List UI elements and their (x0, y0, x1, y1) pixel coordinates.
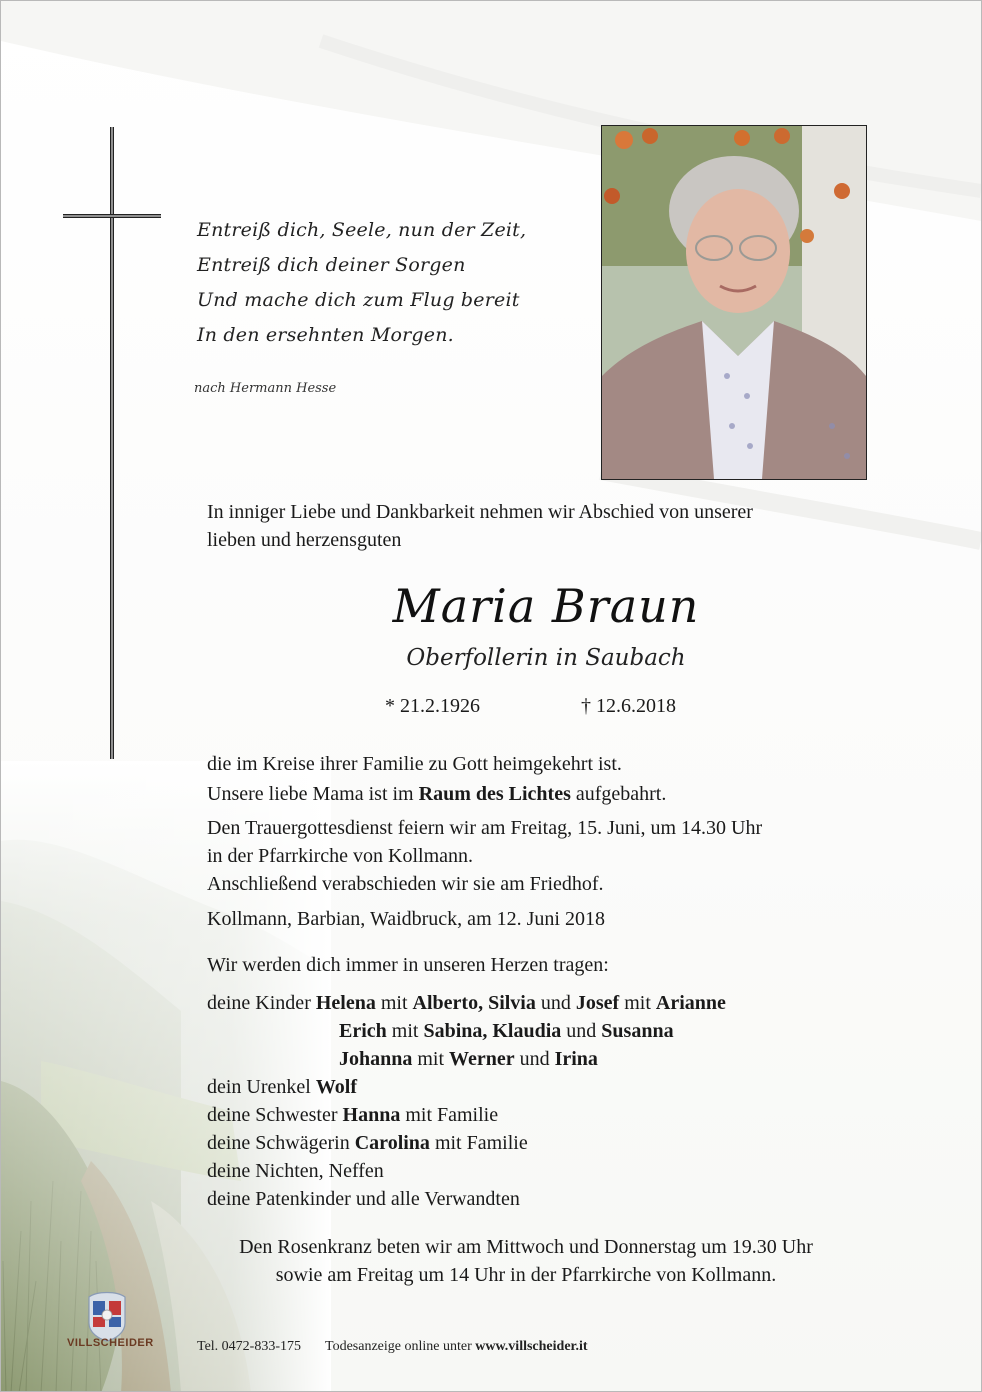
name: Werner (449, 1048, 515, 1070)
text: mit Familie (400, 1104, 499, 1126)
poem-line: Entreiß dich, Seele, nun der Zeit, (197, 219, 527, 241)
name: Wolf (315, 1076, 357, 1098)
notice-line: Den Trauergottesdienst feiern wir am Freitag, 15. Juni, um 14.30 Uhr (207, 817, 763, 839)
death-date: † 12.6.2018 (581, 695, 676, 717)
name: Alberto, Silvia (412, 992, 536, 1014)
text: Unsere liebe Mama ist im (207, 783, 419, 805)
text: mit (619, 992, 656, 1014)
sister-in-law-row (207, 1129, 528, 1157)
text: mit (412, 1048, 450, 1070)
footer-online (325, 1339, 588, 1355)
text: deine Kinder (207, 992, 316, 1014)
name: Josef (575, 992, 620, 1014)
deceased-name: Maria Braun (392, 579, 700, 633)
godchildren-row: deine Patenkinder und alle Verwandten (207, 1188, 520, 1210)
notice-line: in der Pfarrkirche von Kollmann. (207, 845, 474, 867)
villscheider-logo-icon (67, 1289, 147, 1361)
poem-line: Und mache dich zum Flug bereit (197, 289, 520, 311)
poem-line: Entreiß dich deiner Sorgen (197, 254, 466, 276)
family-heading: Wir werden dich immer in unseren Herzen tragen: (207, 954, 609, 976)
name: Susanna (601, 1020, 674, 1042)
birth-date: * 21.2.1926 (385, 695, 480, 717)
text: mit Familie (429, 1132, 528, 1154)
viewing-place: Raum des Lichtes (418, 783, 571, 805)
name: Helena (315, 992, 376, 1014)
notice-line (207, 780, 666, 808)
intro-line: lieben und herzensguten (207, 529, 402, 551)
text: und (561, 1020, 602, 1042)
name: Johanna (339, 1048, 413, 1070)
poem-source: nach Hermann Hesse (194, 381, 337, 396)
text: mit (386, 1020, 424, 1042)
name: Arianne (655, 992, 726, 1014)
logo-text: VILLSCHEIDER (67, 1337, 154, 1349)
poem-line: In den ersehnten Morgen. (197, 324, 454, 346)
name: Erich (339, 1020, 387, 1042)
portrait-photo (601, 125, 867, 480)
poem (197, 213, 526, 353)
name: Hanna (342, 1104, 401, 1126)
text: deine Schwester (207, 1104, 343, 1126)
text: deine Schwägerin (207, 1132, 355, 1154)
text: und (535, 992, 576, 1014)
intro-line: In inniger Liebe und Dankbarkeit nehmen wir Abschied von unserer (207, 501, 753, 523)
deceased-subtitle: Oberfollerin in Saubach (406, 645, 686, 671)
notice-line: die im Kreise ihrer Familie zu Gott heimgekehrt ist. (207, 753, 622, 775)
text: Todesanzeige online unter (325, 1339, 476, 1354)
name: Sabina, Klaudia (423, 1020, 562, 1042)
footer-phone: Tel. 0472-833-175 (197, 1339, 302, 1354)
name: Irina (554, 1048, 598, 1070)
children-row-3 (339, 1045, 598, 1073)
website-link[interactable]: www.villscheider.it (475, 1339, 588, 1354)
rosary-line: Den Rosenkranz beten wir am Mittwoch und Donnerstag um 19.30 Uhr (239, 1236, 813, 1258)
great-grandchild-row (207, 1073, 357, 1101)
text: und (514, 1048, 555, 1070)
cross-horizontal-bar (63, 214, 161, 218)
text: dein Urenkel (207, 1076, 316, 1098)
name: Carolina (354, 1132, 430, 1154)
children-row-2 (339, 1017, 674, 1045)
text: mit (375, 992, 413, 1014)
place-date: Kollmann, Barbian, Waidbruck, am 12. Juni 2018 (207, 908, 605, 930)
children-row-1 (207, 989, 726, 1017)
sister-row (207, 1101, 498, 1129)
notice-line: Anschließend verabschieden wir sie am Friedhof. (207, 873, 604, 895)
text: aufgebahrt. (570, 783, 667, 805)
rosary-line: sowie am Freitag um 14 Uhr in der Pfarrkirche von Kollmann. (275, 1264, 777, 1286)
nieces-row: deine Nichten, Neffen (207, 1160, 384, 1182)
portrait-illustration (602, 126, 866, 479)
